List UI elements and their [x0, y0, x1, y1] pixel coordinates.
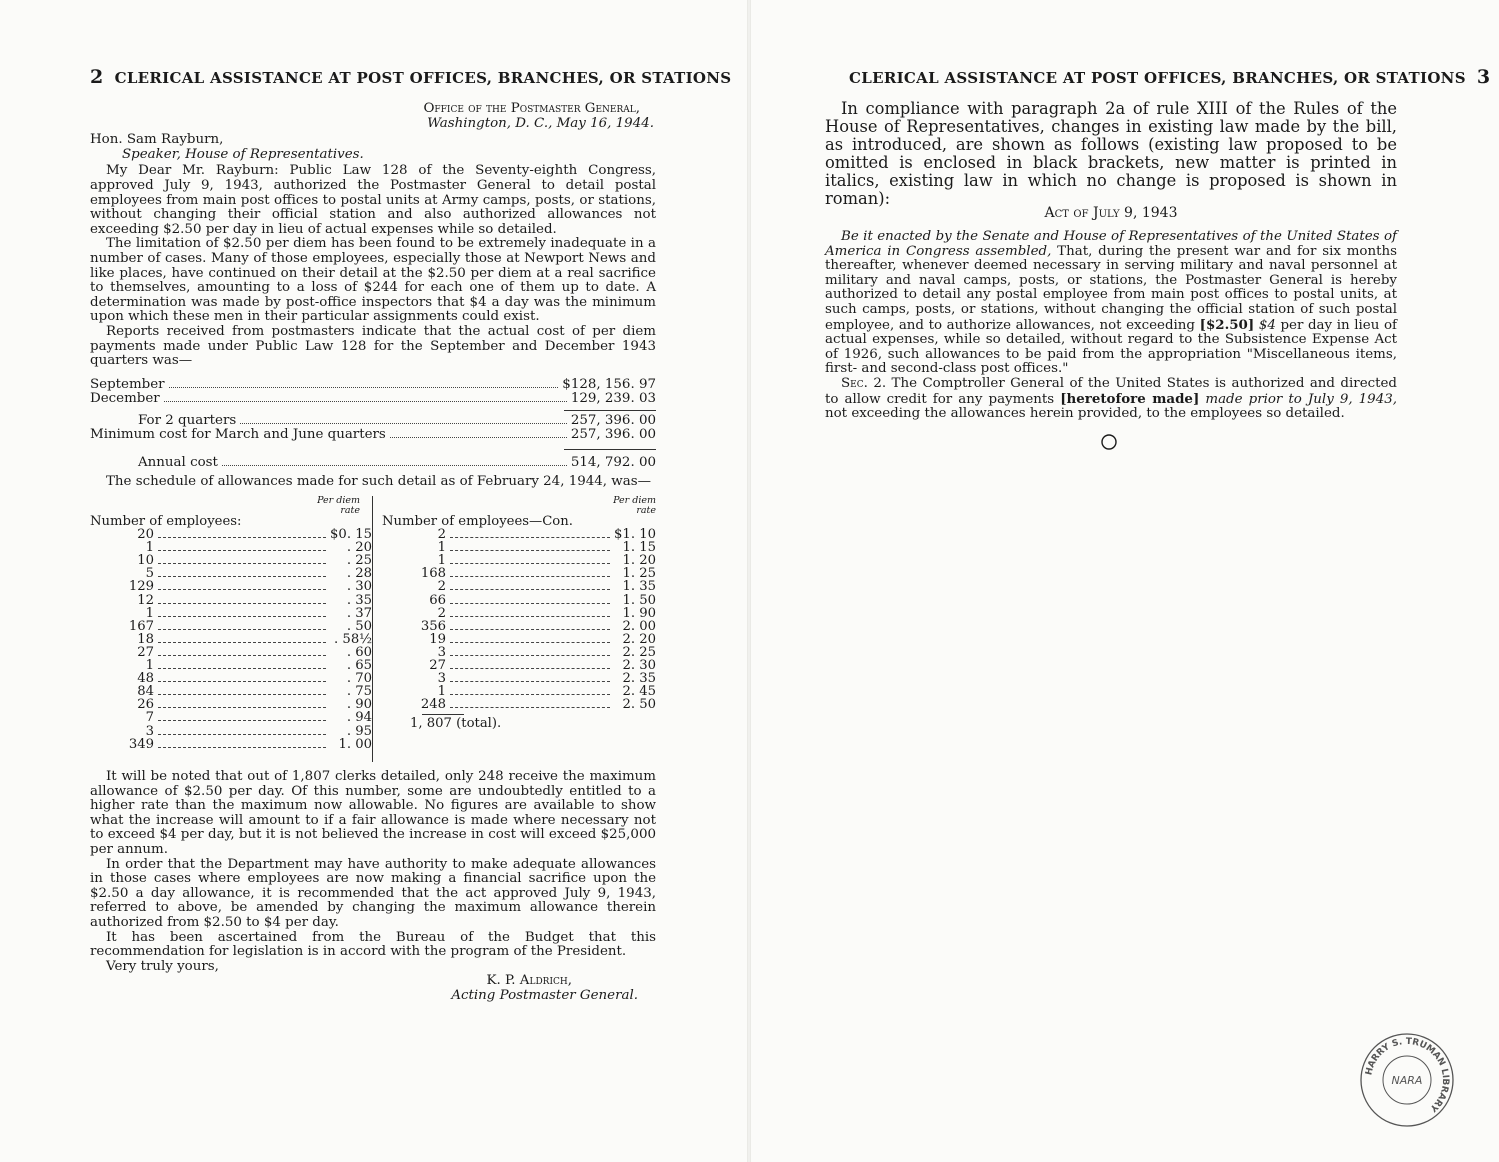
leader-dots — [450, 616, 610, 617]
schedule-row — [382, 580, 656, 593]
per-diem-rate: . 30 — [346, 579, 372, 595]
employee-count: 3 — [437, 644, 446, 660]
leader-dots — [158, 681, 326, 682]
per-diem-rate: 1. 25 — [622, 566, 656, 582]
schedule-row — [382, 633, 656, 646]
cost-row: Annual cost 514, 792. 00 — [138, 455, 656, 471]
per-diem-rate: . 90 — [346, 697, 372, 713]
employee-count: 1 — [437, 684, 446, 700]
schedule-row — [90, 659, 372, 672]
closing: Very truly yours, — [106, 958, 219, 974]
schedule-row — [90, 594, 372, 607]
schedule-row — [90, 541, 372, 554]
schedule-row — [382, 528, 656, 541]
left-rows — [90, 528, 372, 751]
compliance-intro: In compliance with paragraph 2a of rule XIII of the Rules of the House of Representatives, changes in existing law made by the bill, as introduced, are shown as follows (existing law proposed to be omitted is enclosed in black brackets, new matter is printed in italics, existing law in which no change is proposed is shown in roman): — [825, 99, 1397, 208]
per-diem-rate: . 28 — [346, 566, 372, 582]
employee-count: 1 — [437, 553, 446, 569]
employee-count: 129 — [128, 579, 154, 595]
employee-count: 248 — [420, 697, 446, 713]
leader-dots — [450, 576, 610, 577]
letter-body — [90, 102, 656, 489]
per-diem-rate: . 70 — [346, 671, 372, 687]
cost-table — [90, 378, 656, 471]
leader-dots — [450, 681, 610, 682]
struck-text: [heretofore made] — [1060, 390, 1200, 407]
per-diem-rate: . 60 — [346, 644, 372, 660]
schedule-row — [382, 672, 656, 685]
schedule-row — [90, 672, 372, 685]
per-diem-rate: 1. 15 — [622, 540, 656, 556]
schedule-row — [90, 725, 372, 738]
section-2: Sec. 2. The Comptroller General of the United States is authorized and directed to allow credit for any payments [heretofore made] made prior to July 9, 1943, not exceeding the allowances herein provided, to the employees so detailed. — [825, 375, 1397, 422]
employee-count: 7 — [145, 710, 154, 726]
rate-header-right: Per diem rate — [613, 495, 656, 516]
per-diem-rate: . 94 — [346, 710, 372, 726]
per-diem-rate: . 95 — [346, 723, 372, 739]
leader-dots — [158, 589, 326, 590]
struck-amount: [$2.50] — [1199, 316, 1255, 333]
schedule-row — [382, 541, 656, 554]
employee-count: 1 — [145, 658, 154, 674]
left-column-header: Number of employees: — [90, 514, 242, 529]
schedule-row — [90, 711, 372, 724]
per-diem-rate: . 50 — [346, 618, 372, 634]
schedule-row — [90, 685, 372, 698]
leader-dots — [158, 655, 326, 656]
employee-count: 3 — [437, 671, 446, 687]
total-rule — [422, 714, 464, 715]
per-diem-rate: . 25 — [346, 553, 372, 569]
schedule-row — [90, 738, 372, 751]
right-rows — [382, 528, 656, 711]
addressee-name: Hon. Sam Rayburn, — [90, 132, 224, 148]
leader-dots — [450, 629, 610, 630]
employee-count: 5 — [145, 566, 154, 582]
per-diem-rate: $0. 15 — [330, 527, 372, 543]
employee-count: 2 — [437, 579, 446, 595]
leader-dots — [450, 563, 610, 564]
leader-dots — [158, 629, 326, 630]
schedule-row — [382, 594, 656, 607]
employee-count: 168 — [420, 566, 446, 582]
employee-count: 12 — [137, 592, 154, 608]
per-diem-rate: 2. 20 — [622, 631, 656, 647]
signer-title: Acting Postmaster General. — [451, 987, 638, 1003]
per-diem-rate: . 35 — [346, 592, 372, 608]
per-diem-rate: 2. 45 — [622, 684, 656, 700]
schedule-row — [90, 620, 372, 633]
employee-count: 19 — [429, 631, 446, 647]
left-page-number: 2 — [90, 66, 104, 88]
paragraph-1: My Dear Mr. Rayburn: Public Law 128 of the Seventy-eighth Congress, approved July 9, 1943, authorized the Postmaster General to detail postal employees from main post offices to postal units at Army camps, posts, or stations, without changing their official station and also authorized allowances not exceeding $2.50 per day in lieu of actual expenses while so detailed. — [90, 163, 656, 237]
signer-name: K. P. Aldrich, — [486, 973, 572, 989]
schedule-row — [382, 659, 656, 672]
employee-count: 48 — [137, 671, 154, 687]
leader-dots — [158, 537, 326, 538]
right-column-header: Number of employees—Con. — [382, 514, 573, 529]
schedule-row — [382, 607, 656, 620]
leader-dots — [158, 734, 326, 735]
right-page — [749, 0, 1499, 1162]
per-diem-rate: 1. 20 — [622, 553, 656, 569]
act-text — [825, 230, 1397, 422]
employee-count: 18 — [137, 631, 154, 647]
leader-dots — [158, 694, 326, 695]
total-employees: 1, 807 (total). — [410, 716, 502, 732]
employee-count: 10 — [137, 553, 154, 569]
per-diem-rate: 2. 30 — [622, 658, 656, 674]
leader-dots — [450, 603, 610, 604]
employee-count: 3 — [145, 723, 154, 739]
paragraph-5: In order that the Department may have authority to make adequate allowances in those cases where employees are now making a financial sacrifice upon the $2.50 a day allowance, it is recommended that the act approved July 9, 1943, referred to above, be amended by changing the maximum allowance therein authorized from $2.50 to $4 per day. — [90, 856, 656, 930]
per-diem-rate: . 65 — [346, 658, 372, 674]
per-diem-rate: 1. 00 — [338, 736, 372, 752]
per-diem-rate: 2. 50 — [622, 697, 656, 713]
paragraph-6: It has been ascertained from the Bureau of the Budget that this recommendation for legislation is in accord with the program of the President. — [90, 929, 656, 960]
leader-dots — [450, 694, 610, 695]
employee-count: 1 — [437, 540, 446, 556]
paragraph-3: Reports received from postmasters indicate that the actual cost of per diem payments made under Public Law 128 for the September and December 1943 quarters was— — [90, 323, 656, 369]
leader-dots — [450, 642, 610, 643]
schedule-row — [90, 554, 372, 567]
leader-dots — [450, 707, 610, 708]
left-page — [0, 0, 749, 1162]
employee-count: 27 — [429, 658, 446, 674]
leader-dots — [158, 668, 326, 669]
cost-row: For 2 quarters 257, 396. 00 — [138, 412, 656, 428]
per-diem-rate: . 37 — [346, 605, 372, 621]
new-amount: $4 — [1258, 317, 1276, 333]
employee-count: 349 — [128, 736, 154, 752]
schedule-left-column — [90, 496, 372, 751]
leader-dots — [158, 707, 326, 708]
leader-dots — [450, 537, 610, 538]
schedule-row — [382, 698, 656, 711]
right-running-head-text: CLERICAL ASSISTANCE AT POST OFFICES, BRANCHES, OR STATIONS — [849, 69, 1466, 87]
leader-dots — [158, 642, 326, 643]
leader-dots — [158, 563, 326, 564]
employee-count: 356 — [420, 618, 446, 634]
svg-text:HARRY S. TRUMAN LIBRARY: HARRY S. TRUMAN LIBRARY — [1364, 1036, 1451, 1114]
rate-header-left: Per diem rate — [317, 495, 360, 516]
per-diem-rate: $1. 10 — [614, 527, 656, 543]
employee-count: 20 — [137, 527, 154, 543]
compliance-intro-block — [825, 100, 1397, 208]
right-running-head — [849, 66, 1490, 88]
leader-dots — [158, 720, 326, 721]
per-diem-rate: 1. 35 — [622, 579, 656, 595]
letter-body-continued — [90, 770, 656, 1004]
cost-row: Minimum cost for March and June quarters 257, 396. 00 — [90, 427, 656, 443]
employee-count: 1 — [145, 605, 154, 621]
employee-count: 2 — [437, 527, 446, 543]
leader-dots — [158, 550, 326, 551]
per-diem-rate: 2. 35 — [622, 671, 656, 687]
schedule-row — [382, 620, 656, 633]
act-title: Act of July 9, 1943 — [1044, 205, 1178, 221]
per-diem-rate: 1. 50 — [622, 592, 656, 608]
end-ornament-circle — [1100, 433, 1118, 451]
schedule-row — [90, 698, 372, 711]
left-running-head-text: CLERICAL ASSISTANCE AT POST OFFICES, BRANCHES, OR STATIONS — [114, 69, 732, 87]
paragraph-4: It will be noted that out of 1,807 clerks detailed, only 248 receive the maximum allowance of $2.50 per day. Of this number, some are undoubtedly entitled to a higher rate than the maximum now allowable. No figures are available to show what the increase will amount to if a fair allowance is made where necessary not to exceed $4 per day, but it is not believed the increase in cost will exceed $25,000 per annum. — [90, 769, 656, 857]
employee-count: 66 — [429, 592, 446, 608]
employee-count: 26 — [137, 697, 154, 713]
leader-dots — [450, 668, 610, 669]
schedule-row — [90, 528, 372, 541]
per-diem-rate: 1. 90 — [622, 605, 656, 621]
svg-text:NARA: NARA — [1391, 1074, 1423, 1087]
schedule-row — [90, 633, 372, 646]
schedule-intro: The schedule of allowances made for such detail as of February 24, 1944, was— — [106, 473, 652, 489]
per-diem-rate: 2. 00 — [622, 618, 656, 634]
cost-rule — [564, 410, 656, 411]
truman-library-stamp — [1357, 1030, 1457, 1130]
schedule-row — [90, 646, 372, 659]
employee-count: 2 — [437, 605, 446, 621]
leader-dots — [158, 603, 326, 604]
date-line: Washington, D. C., May 16, 1944. — [427, 115, 654, 131]
schedule-right-column — [382, 496, 656, 731]
per-diem-rate: . 58½ — [334, 631, 372, 647]
addressee-title: Speaker, House of Representatives. — [122, 146, 364, 162]
employee-count: 84 — [137, 684, 154, 700]
employee-count: 27 — [137, 644, 154, 660]
column-divider — [372, 496, 373, 762]
right-page-number: 3 — [1476, 66, 1491, 88]
left-running-head — [90, 66, 731, 88]
office-line: Office of the Postmaster General, — [423, 101, 640, 116]
cost-rule — [564, 449, 656, 450]
leader-dots — [158, 747, 326, 748]
per-diem-rate: . 75 — [346, 684, 372, 700]
leader-dots — [450, 550, 610, 551]
leader-dots — [158, 616, 326, 617]
cost-row: September $128, 156. 97 — [90, 376, 656, 392]
paragraph-2: The limitation of $2.50 per diem has been found to be extremely inadequate in a number of cases. Many of those employees, especially those at Newport News and like places, have continued on their detail at the $2.50 per diem at a real sacrifice to themselves, amounting to a loss of $244 for each one of them up to date. A determination was made by post-office inspectors that $4 a day was the minimum upon which these men in their particular assignments could exist. — [90, 236, 656, 325]
employee-count: 1 — [145, 540, 154, 556]
per-diem-rate: . 20 — [346, 540, 372, 556]
leader-dots — [450, 655, 610, 656]
schedule-row — [382, 567, 656, 580]
per-diem-rate: 2. 25 — [622, 644, 656, 660]
new-text: made prior to July 9, 1943, — [1205, 391, 1397, 407]
enacting-clause: Be it enacted by the Senate and House of Representatives of the United States of America in Congress assembled, That, during the present war and for six months thereafter, whenever deemed necessary in serving military and naval personnel at military and naval camps, posts, or stations, the Postmaster General is hereby authorized to detail any postal employee from main post offices to postal units, at such camps, posts, or stations, without changing the official station of such postal employee, and to authorize allowances, not exceeding [$2.50] $4 per day in lieu of actual expenses, while so detailed, without regard to the Subsistence Expense Act of 1926, such allowances to be paid from the appropriation "Miscellaneous items, first- and second-class post offices." — [825, 229, 1397, 377]
cost-row: December 129, 239. 03 — [90, 391, 656, 407]
schedule-row — [90, 607, 372, 620]
schedule-row — [90, 580, 372, 593]
leader-dots — [450, 589, 610, 590]
schedule-row — [382, 646, 656, 659]
leader-dots — [158, 576, 326, 577]
employee-count: 167 — [128, 618, 154, 634]
